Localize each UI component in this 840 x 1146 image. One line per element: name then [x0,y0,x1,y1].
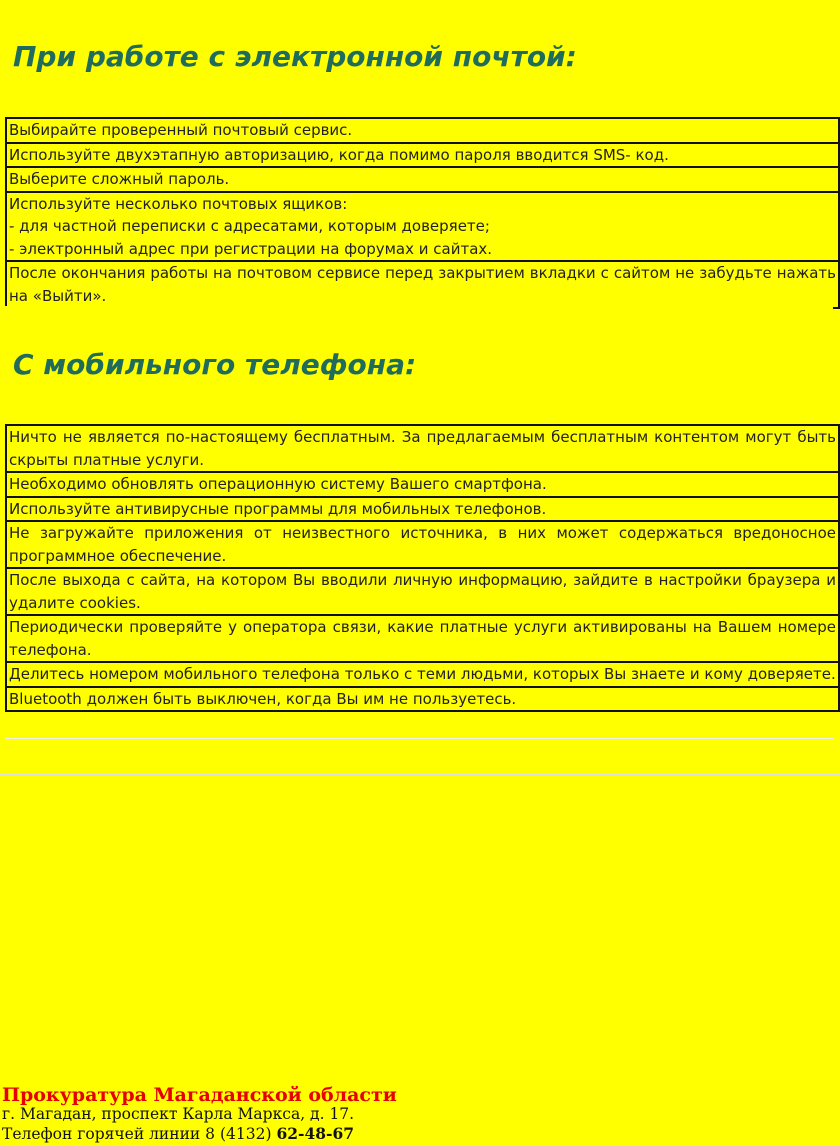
tip-row [5,520,840,567]
mobile-tips-list [5,424,840,712]
footer-hotline-label: Телефон горячей линии 8 (4132) [2,1125,272,1143]
tip-text: Периодически проверяйте у оператора связи, какие платные услуги активированы на Вашем номере телефона. [9,618,836,659]
footer-hotline-number: 62-48-67 [276,1124,355,1143]
tip-row [5,166,840,191]
divider [0,774,840,776]
tip-text: Делитесь номером мобильного телефона только с теми людьми, которых Вы знаете и кому доверяете. [9,665,836,683]
tip-row [5,471,840,496]
tip-row [5,614,840,661]
footer-address: г. Магадан, проспект Карла Маркса, д. 17. [2,1105,355,1123]
tip-row [5,191,840,261]
footer-org: Прокуратура Магаданской области [2,1084,397,1106]
tip-text: Выберите сложный пароль. [9,170,230,188]
email-tips-list [5,117,840,309]
tip-row [5,567,840,614]
footer [2,1086,397,1144]
email-section-title: При работе с электронной почтой: [13,40,577,73]
tip-row [5,496,840,521]
footer-hotline [2,1124,397,1144]
tip-row [5,661,840,686]
tip-text: Ничто не является по-настоящему бесплатным. За предлагаемым бесплатным контентом могут быть скрыты платные услуги. [9,428,836,469]
tip-text: После выхода с сайта, на котором Вы вводили личную информацию, зайдите в настройки браузера и удалите cookies. [9,571,836,612]
email-heading-block [5,0,833,112]
tip-text: - для частной переписки с адресатами, которым доверяете; [9,217,490,235]
tip-text: Не загружайте приложения от неизвестного источника, в них может содержаться вредоносное программное обеспечение. [9,524,836,565]
tip-row [5,142,840,167]
tip-row [5,117,840,142]
tip-text: Необходимо обновлять операционную систему Вашего смартфона. [9,475,547,493]
tip-text: - электронный адрес при регистрации на форумах и сайтах. [9,239,493,258]
tip-row [5,686,840,713]
mobile-section-title: С мобильного телефона: [13,348,417,381]
tip-text: Используйте двухэтапную авторизацию, когда помимо пароля вводится SMS- код. [9,145,669,164]
tip-text: После окончания работы на почтовом сервисе перед закрытием вкладки с сайтом не забудьте нажать на «Выйти». [9,264,836,305]
tip-text: Используйте несколько почтовых ящиков: [9,194,348,213]
tip-text: Выбирайте проверенный почтовый сервис. [9,121,353,139]
tip-row [5,260,840,309]
tip-text: Используйте антивирусные программы для мобильных телефонов. [9,499,547,518]
mobile-heading-block [5,306,833,420]
tip-text: Bluetooth должен быть выключен, когда Вы им не пользуетесь. [9,689,517,708]
empty-box [5,738,833,773]
tip-row [5,424,840,471]
